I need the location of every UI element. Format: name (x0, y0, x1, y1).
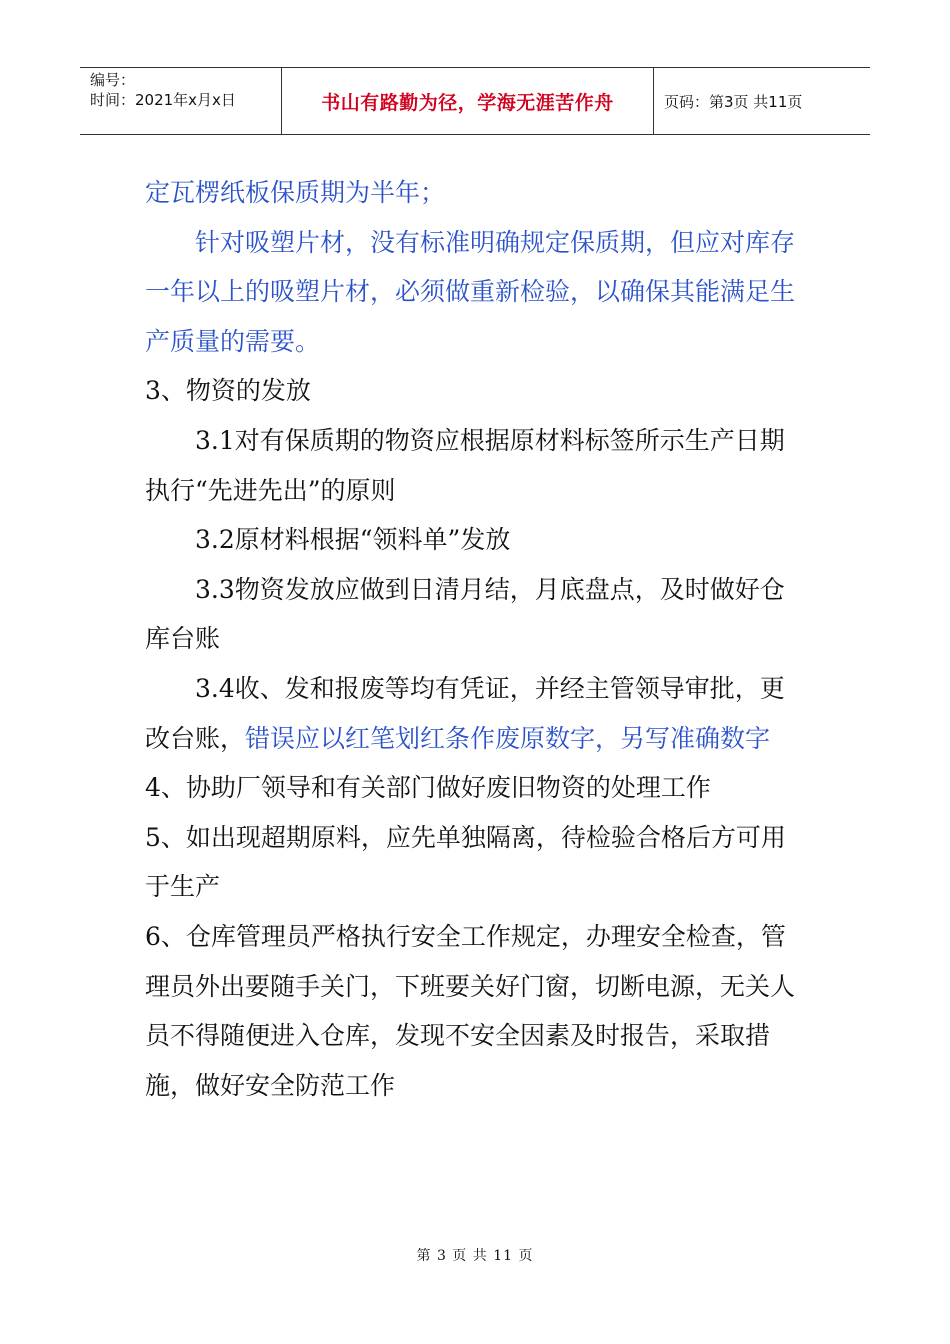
paragraph-4: 4、协助厂领导和有关部门做好废旧物资的处理工作 (145, 773, 711, 803)
paragraph-blister-sheet: 针对吸塑片材，没有标准明确规定保质期，但应对库存一年以上的吸塑片材，必须做重新检验，以确保其能满足生产质量的需要。 (145, 227, 796, 356)
header-meta (80, 68, 282, 134)
paragraph-3-4-correction-rule: 错误应以红笔划红条作废原数字，另写准确数字 (245, 723, 771, 753)
paragraph-6: 6、仓库管理员严格执行安全工作规定，办理安全检查，管理员外出要随手关门，下班要关好门窗，切断电源，无关人员不得随便进入仓库，发现不安全因素及时报告，采取措施，做好安全防范工作 (145, 921, 796, 1100)
paragraph-5: 5、如出现超期原料，应先单独隔离，待检验合格后方可用于生产 (145, 822, 786, 902)
paragraph-shelf-life: 定瓦楞纸板保质期为半年； (145, 178, 446, 207)
page-footer: 第 3 页 共 11 页 (416, 1248, 534, 1264)
date-label: 时间：2021年x月x日 (90, 91, 236, 109)
paragraph-3-4-text: 3.4收、发和报废等均有凭证，并经主管领导审批，更改台账， (145, 673, 785, 753)
section-heading-issuance: 3、物资的发放 (145, 376, 311, 406)
number-label: 编号： (90, 71, 136, 89)
header-motto: 书山有路勤为径，学海无涯苦作舟 (282, 68, 654, 134)
document-body (145, 168, 805, 1110)
header-page-code: 页码：第3页 共11页 (664, 92, 803, 111)
paragraph-3-1: 3.1对有保质期的物资应根据原材料标签所示生产日期执行“先进先出”的原则 (145, 425, 785, 505)
page-header (80, 67, 870, 135)
paragraph-3-2: 3.2原材料根据“领料单”发放 (195, 525, 511, 555)
paragraph-3-4 (145, 664, 805, 763)
paragraph-3-3: 3.3物资发放应做到日清月结，月底盘点，及时做好仓库台账 (145, 574, 785, 654)
